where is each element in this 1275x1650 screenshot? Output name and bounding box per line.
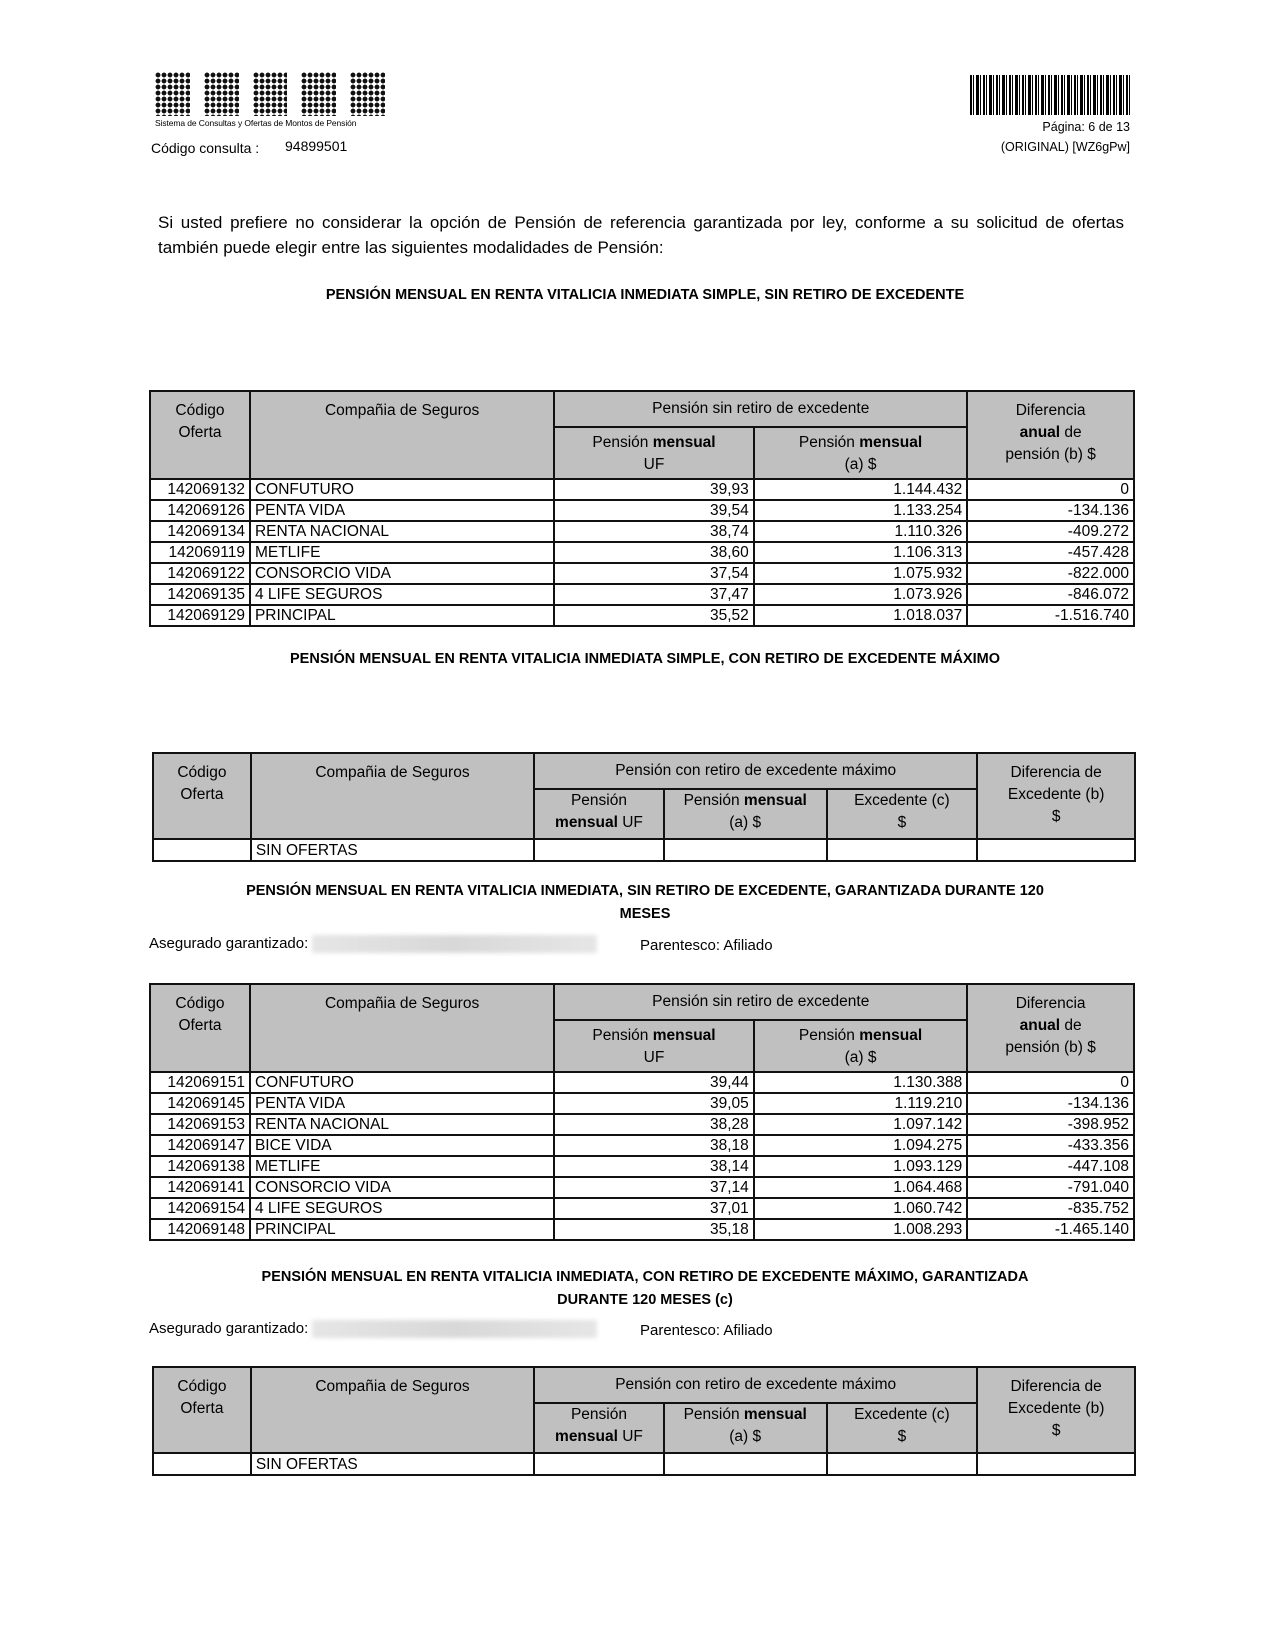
parentesco: Parentesco: Afiliado	[640, 1322, 773, 1339]
header-compania: Compañia de Seguros	[250, 984, 554, 1072]
table-row: 142069122 CONSORCIO VIDA 37,54 1.075.932 -822.000	[150, 563, 1134, 584]
intro-paragraph: Si usted prefiere no considerar la opción de Pensión de referencia garantizada por ley, conforme a su solicitud de ofertas también puede elegir entre las siguientes modalidades de Pensión:	[158, 213, 1124, 257]
table-row: 142069151 CONFUTURO 39,44 1.130.388 0	[150, 1072, 1134, 1093]
page-number: Página: 6 de 13	[1042, 120, 1130, 134]
table-row: 142069147 BICE VIDA 38,18 1.094.275 -433.356	[150, 1135, 1134, 1156]
section4-title: PENSIÓN MENSUAL EN RENTA VITALICIA INMEDIATA, CON RETIRO DE EXCEDENTE MÁXIMO, GARANTIZADA DURANTE 120 MESES (c)	[261, 1269, 1029, 1308]
logo-letters	[155, 72, 385, 116]
table-row: 142069141 CONSORCIO VIDA 37,14 1.064.468 -791.040	[150, 1177, 1134, 1198]
table-row: 142069135 4 LIFE SEGUROS 37,47 1.073.926 -846.072	[150, 584, 1134, 605]
header-pesos: Pensión mensual (a) $	[664, 1403, 827, 1453]
table-row: 142069148 PRINCIPAL 35,18 1.008.293 -1.465.140	[150, 1219, 1134, 1240]
header-codigo: Código Oferta	[150, 984, 250, 1072]
header-excedente: Excedente (c) $	[827, 1403, 978, 1453]
scomp-logo	[155, 72, 385, 128]
header-codigo: Código Oferta	[153, 753, 251, 839]
table-row: 142069138 METLIFE 38,14 1.093.129 -447.108	[150, 1156, 1134, 1177]
codigo-label: Código consulta :	[151, 140, 260, 156]
header-compania: Compañia de Seguros	[251, 753, 534, 839]
section2-title: PENSIÓN MENSUAL EN RENTA VITALICIA INMEDIATA SIMPLE, CON RETIRO DE EXCEDENTE MÁXIMO	[290, 651, 1000, 667]
header-diferencia: Diferencia de Excedente (b) $	[977, 753, 1135, 839]
table-sin-retiro-garantizada	[149, 983, 1135, 1241]
header-diferencia: Diferencia anual de pensión (b) $	[967, 984, 1134, 1072]
table-row: 142069153 RENTA NACIONAL 38,28 1.097.142 -398.952	[150, 1114, 1134, 1135]
asegurado-garantizado: Asegurado garantizado:	[149, 935, 597, 953]
header-uf: Pensión mensual UF	[554, 1020, 754, 1072]
table-row: 142069145 PENTA VIDA 39,05 1.119.210 -134.136	[150, 1093, 1134, 1114]
header-diferencia: Diferencia de Excedente (b) $	[977, 1367, 1135, 1453]
table-row: 142069132 CONFUTURO 39,93 1.144.432 0	[150, 479, 1134, 500]
asegurado-garantizado: Asegurado garantizado:	[149, 1320, 597, 1338]
header-diferencia: Diferencia anual de pensión (b) $	[967, 391, 1134, 479]
sin-ofertas: SIN OFERTAS	[251, 1453, 534, 1475]
header-uf: Pensión mensual UF	[534, 789, 664, 839]
table-row: 142069154 4 LIFE SEGUROS 37,01 1.060.742 -835.752	[150, 1198, 1134, 1219]
logo-subtitle: Sistema de Consultas y Ofertas de Montos de Pensión	[155, 118, 357, 128]
header-compania: Compañia de Seguros	[251, 1367, 534, 1453]
section1-title: PENSIÓN MENSUAL EN RENTA VITALICIA INMEDIATA SIMPLE, SIN RETIRO DE EXCEDENTE	[325, 287, 965, 303]
header-codigo: Código Oferta	[153, 1367, 251, 1453]
header-group: Pensión con retiro de excedente máximo	[534, 1367, 977, 1403]
header-pesos: Pensión mensual (a) $	[664, 789, 827, 839]
table-sin-retiro	[149, 390, 1135, 627]
table-row	[153, 839, 1135, 861]
header-uf: Pensión mensual UF	[534, 1403, 664, 1453]
table-row: 142069126 PENTA VIDA 39,54 1.133.254 -134.136	[150, 500, 1134, 521]
header-group: Pensión sin retiro de excedente	[554, 391, 967, 427]
redacted-name	[312, 1320, 597, 1338]
header-compania: Compañia de Seguros	[250, 391, 554, 479]
original-code: (ORIGINAL) [WZ6gPw]	[1000, 140, 1130, 154]
header-codigo: Código Oferta	[150, 391, 250, 479]
header-pesos: Pensión mensual (a) $	[754, 427, 968, 479]
codigo-value: 94899501	[285, 138, 348, 154]
barcode-icon	[970, 75, 1130, 115]
parentesco: Parentesco: Afiliado	[640, 937, 773, 954]
table-row: 142069119 METLIFE 38,60 1.106.313 -457.428	[150, 542, 1134, 563]
table-row: 142069134 RENTA NACIONAL 38,74 1.110.326 -409.272	[150, 521, 1134, 542]
header-group: Pensión sin retiro de excedente	[554, 984, 967, 1020]
sin-ofertas: SIN OFERTAS	[251, 839, 534, 861]
table-row	[153, 1453, 1135, 1475]
table-con-retiro-garantizada	[152, 1366, 1136, 1476]
header-uf: Pensión mensual UF	[554, 427, 754, 479]
header-pesos: Pensión mensual (a) $	[754, 1020, 968, 1072]
section3-title: PENSIÓN MENSUAL EN RENTA VITALICIA INMEDIATA, SIN RETIRO DE EXCEDENTE, GARANTIZADA DURANTE 120 MESES	[246, 883, 1044, 922]
redacted-name	[312, 935, 597, 953]
table-con-retiro	[152, 752, 1136, 862]
codigo-consulta	[151, 138, 348, 156]
header-excedente: Excedente (c) $	[827, 789, 978, 839]
header-group: Pensión con retiro de excedente máximo	[534, 753, 977, 789]
table-row: 142069129 PRINCIPAL 35,52 1.018.037 -1.516.740	[150, 605, 1134, 626]
